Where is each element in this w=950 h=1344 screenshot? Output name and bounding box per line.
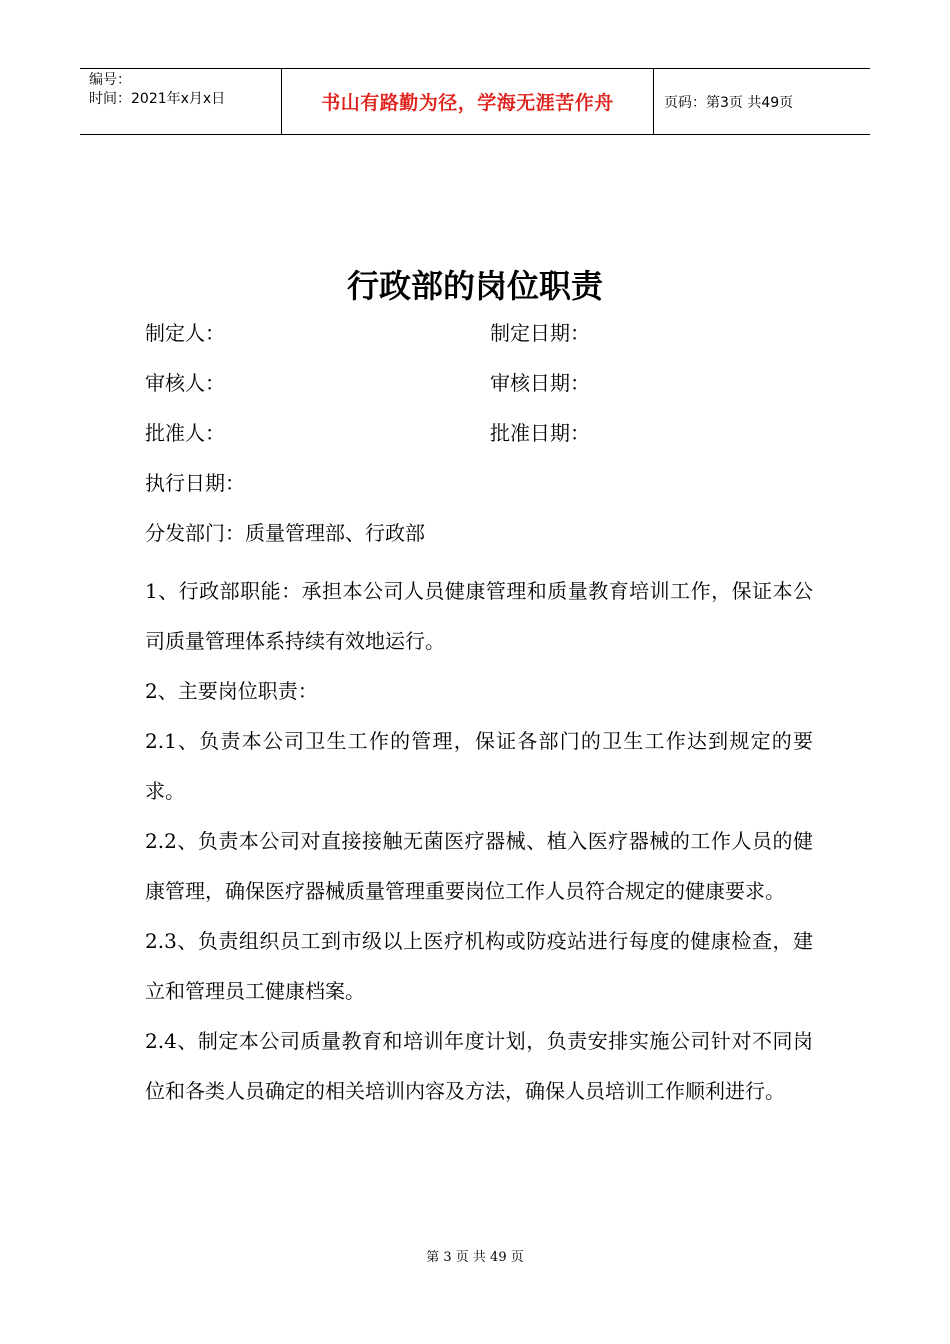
paragraph: 2.2、负责本公司对直接接触无菌医疗器械、植入医疗器械的工作人员的健康管理，确保医疗器械质量管理重要岗位工作人员符合规定的健康要求。 <box>145 829 813 903</box>
date-label: 时间：2021年x月x日 <box>89 91 226 107</box>
author-date-field: 制定日期： <box>490 321 590 345</box>
paragraph: 2.1、负责本公司卫生工作的管理，保证各部门的卫生工作达到规定的要求。 <box>145 729 813 803</box>
execute-date-field: 执行日期： <box>145 471 245 495</box>
author-field: 制定人： <box>145 321 225 345</box>
approver-field: 批准人： <box>145 421 225 445</box>
distribution-field: 分发部门：质量管理部、行政部 <box>145 521 425 545</box>
approve-date-field: 批准日期： <box>490 421 590 445</box>
document-body <box>145 566 813 1116</box>
header-page-info: 页码：第3页 共49页 <box>664 94 794 111</box>
paragraph: 2、主要岗位职责： <box>145 679 318 703</box>
page-header <box>80 68 870 135</box>
paragraph: 1、行政部职能：承担本公司人员健康管理和质量教育培训工作，保证本公司质量管理体系持续有效地运行。 <box>145 579 813 653</box>
serial-number-label: 编号： <box>89 72 131 88</box>
header-motto: 书山有路勤为径，学海无涯苦作舟 <box>282 69 654 134</box>
paragraph: 2.3、负责组织员工到市级以上医疗机构或防疫站进行每度的健康检查，建立和管理员工健康档案。 <box>145 929 813 1003</box>
paragraph: 2.4、制定本公司质量教育和培训年度计划，负责安排实施公司针对不同岗位和各类人员确定的相关培训内容及方法，确保人员培训工作顺利进行。 <box>145 1029 813 1103</box>
document-title: 行政部的岗位职责 <box>346 267 603 305</box>
page-footer: 第 3 页 共 49 页 <box>426 1250 524 1265</box>
review-date-field: 审核日期： <box>490 371 590 395</box>
header-info-cell <box>80 69 282 134</box>
reviewer-field: 审核人： <box>145 371 225 395</box>
